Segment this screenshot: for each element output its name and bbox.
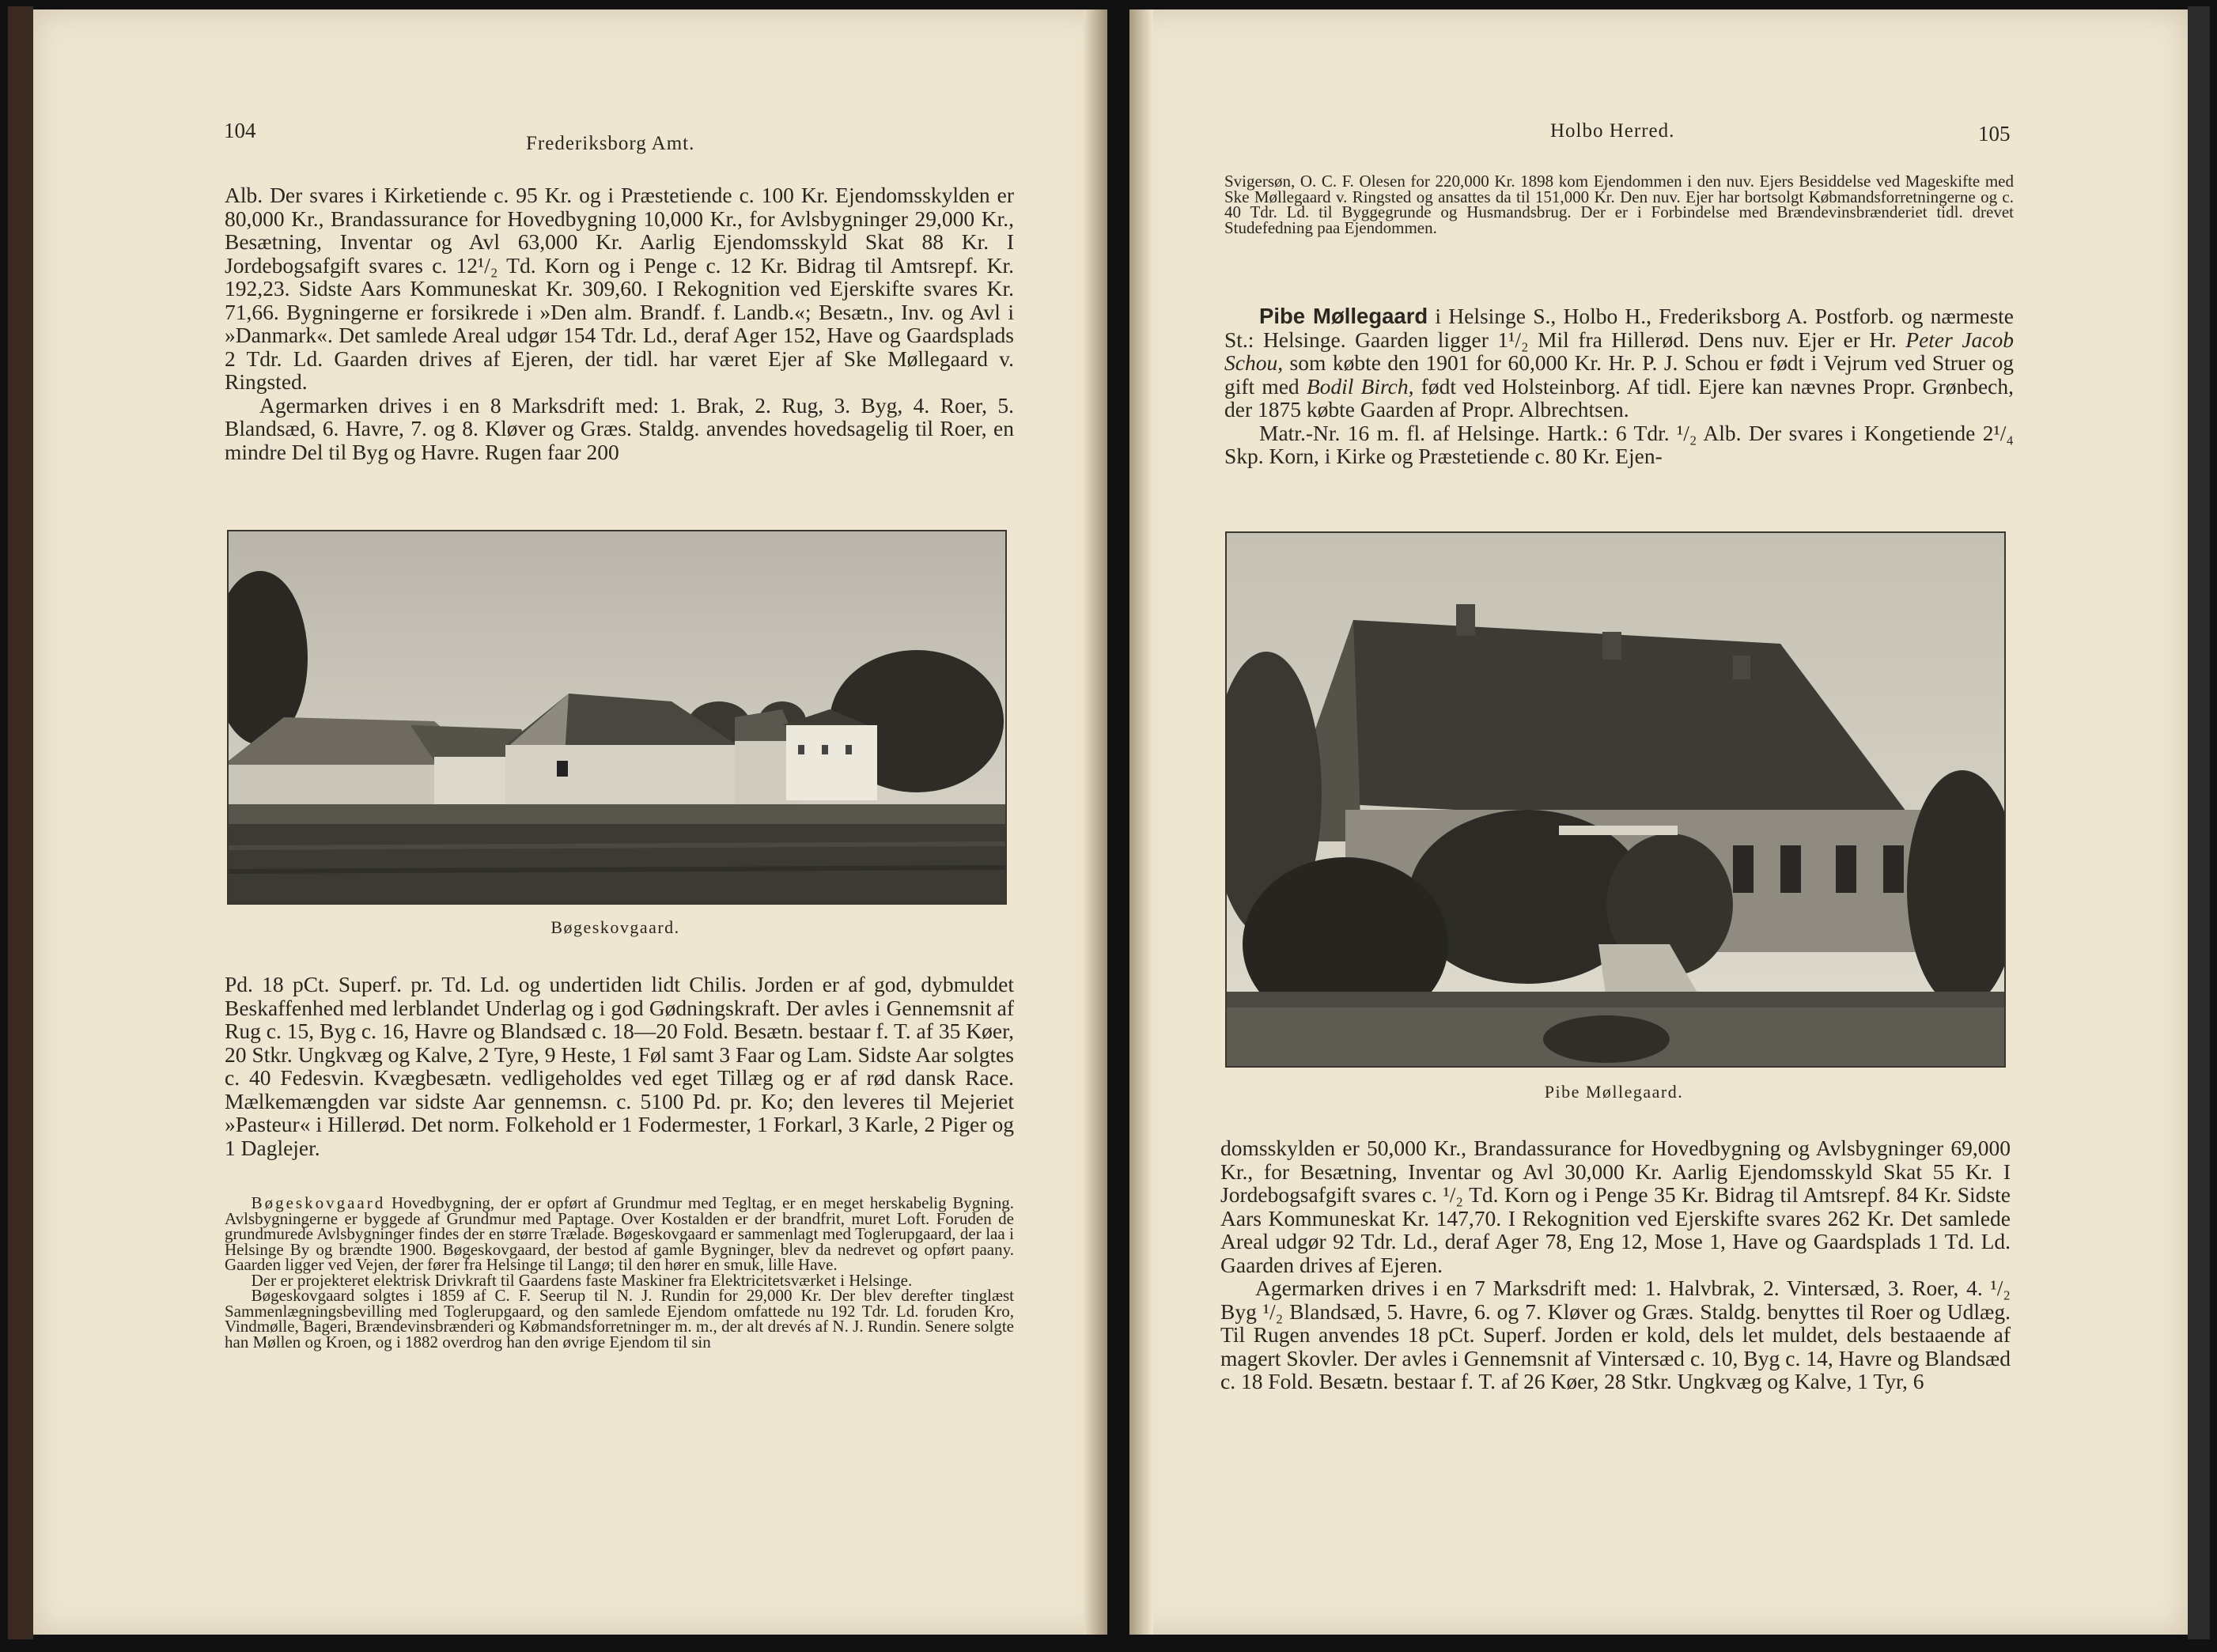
right-top-text <box>1224 304 2014 468</box>
left-agermarken-paragraph: Agermarken drives i en 8 Marksdrift med: 1. Brak, 2. Rug, 3. Byg, 4. Roer, 5. Blandsæd, 6. Havre, 7. og 8. Kløver og Græs. Staldg. anvendes hovedsagelig til Roer, en mindre Del til Byg og Havre. Rugen faar 200 <box>225 392 1014 464</box>
right-photo-caption: Pibe Møllegaard. <box>1544 1082 1684 1102</box>
left-running-head: Frederiksborg Amt. <box>526 133 695 154</box>
left-photo-caption: Bøgeskovgaard. <box>550 917 680 937</box>
pibe-mollegaard-photo <box>1225 531 2006 1068</box>
right-page-number: 105 <box>1978 122 2011 146</box>
bogeskovgaard-photo <box>227 530 1007 905</box>
left-small-paragraph-1 <box>225 1193 1014 1274</box>
left-after-photo-text: Pd. 18 pCt. Superf. pr. Td. Ld. og undertiden lidt Chilis. Jorden er af god, dybmuldet Beskaffenhed med lerblandet Underlag og i god Gødningskraft. Der avles i Gennemsnit af Rug c. 15, Byg c. 16, Havre og Blandsæd c. 18—20 Fold. Besætn. bestaar f. T. af 35 Køer, 20 Stkr. Ungkvæg og Kalve, 2 Tyre, 9 Heste, 1 Føl samt 3 Faar og Lam. Sidste Aar solgtes c. 40 Fedesvin. Kvægbesætn. vedligeholdes ved eget Tillæg og er af rød dansk Race. Mælkemængden var sidste Aar gennemsn. c. 5100 Pd. pr. Ko; den leveres til Mejeriet »Pasteur« i Hillerød. Det norm. Folkehold er 1 Fodermester, 1 Forkarl, 3 Karle, 2 Piger og 1 Daglejer. <box>225 972 1014 1160</box>
left-top-paragraph: Alb. Der svares i Kirketiende c. 95 Kr. og i Præstetiende c. 100 Kr. Ejendomsskylden er 80,000 Kr., Brandassurance for Hovedbygning 10,000 Kr., for Avlsbygninger 29,000 Kr., Besætning, Inventar og Avl 63,000 Kr. Aarlig Ejendomsskyld Skat 88 Kr. I Jordebogsafgift svares c. 12¹/₂ Td. Korn og i Penge c. 12 Kr. Bidrag til Amtsrepf. Kr. 192,23. Sidste Aars Kommuneskat Kr. 309,60. I Rekognition ved Ejerskifte svares Kr. 71,66. Bygningerne er forsikrede i »Den alm. Brandf. f. Landb.«; Besætn., Inv. og Avl i »Danmark«. Det samlede Areal udgør 154 Tdr. Ld., deraf Ager 152, Have og Gaardsplads 2 Tdr. Ld. Gaarden drives af Ejeren, der tidl. har været Ejer af Ske Møllegaard v. Ringsted. <box>225 183 1014 394</box>
pibe-entry-paragraph <box>1224 304 2014 422</box>
entry-text-c: født ved Holsteinborg. Af tidl. Ejere kan nævnes Propr. Grønbech, der 1875 købte Gaarden af Propr. Albrechtsen. <box>1224 373 2014 422</box>
right-after-photo-paragraph: domsskylden er 50,000 Kr., Brandassurance for Hovedbygning og Avlsbygninger 69,000 Kr., for Besætning, Inventar og Avl 30,000 Kr. Aarlig Ejendomsskyld Skat 55 Kr. I Jordebogsafgift svares c. ¹/₂ Td. Korn og i Penge 35 Kr. Bidrag til Amtsrepf. 84 Kr. Sidste Aars Kommuneskat Kr. 147,70. I Rekognition ved Ejerskifte svares 262 Kr. Det samlede Areal udgør 92 Tdr. Ld., deraf Ager 78, Eng 12, Mose 1, Have og Gaardsplads 1 Td. Ld. Gaarden drives af Ejeren. <box>1220 1136 2011 1277</box>
right-running-head: Holbo Herred. <box>1550 120 1675 142</box>
bogeskovgaard-name: Bøgeskovgaard <box>251 1193 386 1212</box>
left-small-paragraph-1-text: Hovedbygning, der er opført af Grundmur med Tegltag, er en meget herskabelig Bygning. Avlsbygningerne er byggede af Grundmur med Paptage. Over Kostalden er der brandfrit, muret Loft. Foruden de grundmurede Avlsbygninger findes der en større Trælade. Bøgeskovgaard er sammenlagt med Toglerupgaard, der laa i Helsinge By og brændte 1900. Bøgeskovgaard, der bestod af gamle Bygninger, blev da nedrevet og opført paany. Gaarden ligger ved Vejen, der fører fra Helsinge til Langø; til den hører en smuk, lille Have. <box>225 1193 1014 1274</box>
entry-title: Pibe Møllegaard <box>1259 304 1428 328</box>
binding-shadow-left <box>1084 9 1107 1635</box>
binding-shadow-right <box>1129 9 1153 1635</box>
left-small-print <box>225 1193 1014 1351</box>
entry-text-a: i Helsinge S., Holbo H., Frederiksborg A. Postforb. og nærmeste St.: Helsinge. Gaarden ligger 1¹/₂ Mil fra Hillerød. Dens nuv. Ejer er Hr. <box>1224 304 2014 352</box>
left-page-number: 104 <box>224 119 256 142</box>
entry-text-b: som købte den 1901 for 60,000 Kr. Hr. P. J. Schou er født i Vejrum ved Struer og gift med <box>1224 350 2014 399</box>
book-cover-edge-right <box>2188 6 2210 1639</box>
book-cover-edge-left <box>8 6 33 1639</box>
right-bottom-text <box>1220 1136 2011 1393</box>
owner-name: Peter Jacob Schou, <box>1224 327 2014 375</box>
left-top-text <box>225 183 1014 463</box>
wife-name: Bodil Birch, <box>1306 373 1414 399</box>
matr-paragraph: Matr.-Nr. 16 m. fl. af Helsinge. Hartk.: 6 Tdr. ¹/₂ Alb. Der svares i Kongetiende 2¹/₄ Skp. Korn, i Kirke og Præstetiende c. 80 Kr. Ejen- <box>1224 420 2014 468</box>
right-small-top: Svigersøn, O. C. F. Olesen for 220,000 Kr. 1898 kom Ejendommen i den nuv. Ejers Besiddelse ved Mageskifte med Ske Møllegaard v. Ringsted og ansattes da til 151,000 Kr. Den nuv. Ejer har bortsolgt Købmandsforretningerne og c. 40 Tdr. Ld. til Byggegrunde og Husmandsbrug. Der er i Forbindelse med Brændevinsbrænderiet tidl. drevet Studefedning paa Ejendommen. <box>1224 172 2014 237</box>
left-small-paragraph-2: Der er projekteret elektrisk Drivkraft til Gaardens faste Maskiner fra Elektricitetsværket i Helsinge. <box>251 1270 913 1290</box>
left-small-paragraph-3: Bøgeskovgaard solgtes i 1859 af C. F. Seerup til N. J. Rundin for 29,000 Kr. Der blev derefter tinglæst Sammenlægningsbevilling med Toglerupgaard, og den samlede Ejendom omfattede nu 192 Tdr. Ld. foruden Kro, Vindmølle, Bageri, Brændevinsbrænderi og Købmandsforretninger m. m., der alt drevés af N. J. Rundin. Senere solgte han Møllen og Kroen, og i 1882 overdrog han den øvrige Ejendom til sin <box>225 1286 1014 1351</box>
right-agermarken-paragraph: Agermarken drives i en 7 Marksdrift med: 1. Halvbrak, 2. Vintersæd, 3. Roer, 4. ¹/₂ Byg ¹/₂ Blandsæd, 5. Havre, 6. og 7. Kløver og Græs. Staldg. benyttes til Roer og Udlæg. Til Rugen anvendes 18 pCt. Superf. Jorden er kold, dels let muldet, dels bestaaende af magert Skovler. Der avles i Gennemsnit af Vintersæd c. 10, Byg c. 14, Havre og Blandsæd c. 18 Fold. Besætn. bestaar f. T. af 26 Køer, 28 Stkr. Ungkvæg og Kalve, 1 Tyr, 6 <box>1220 1276 2011 1393</box>
